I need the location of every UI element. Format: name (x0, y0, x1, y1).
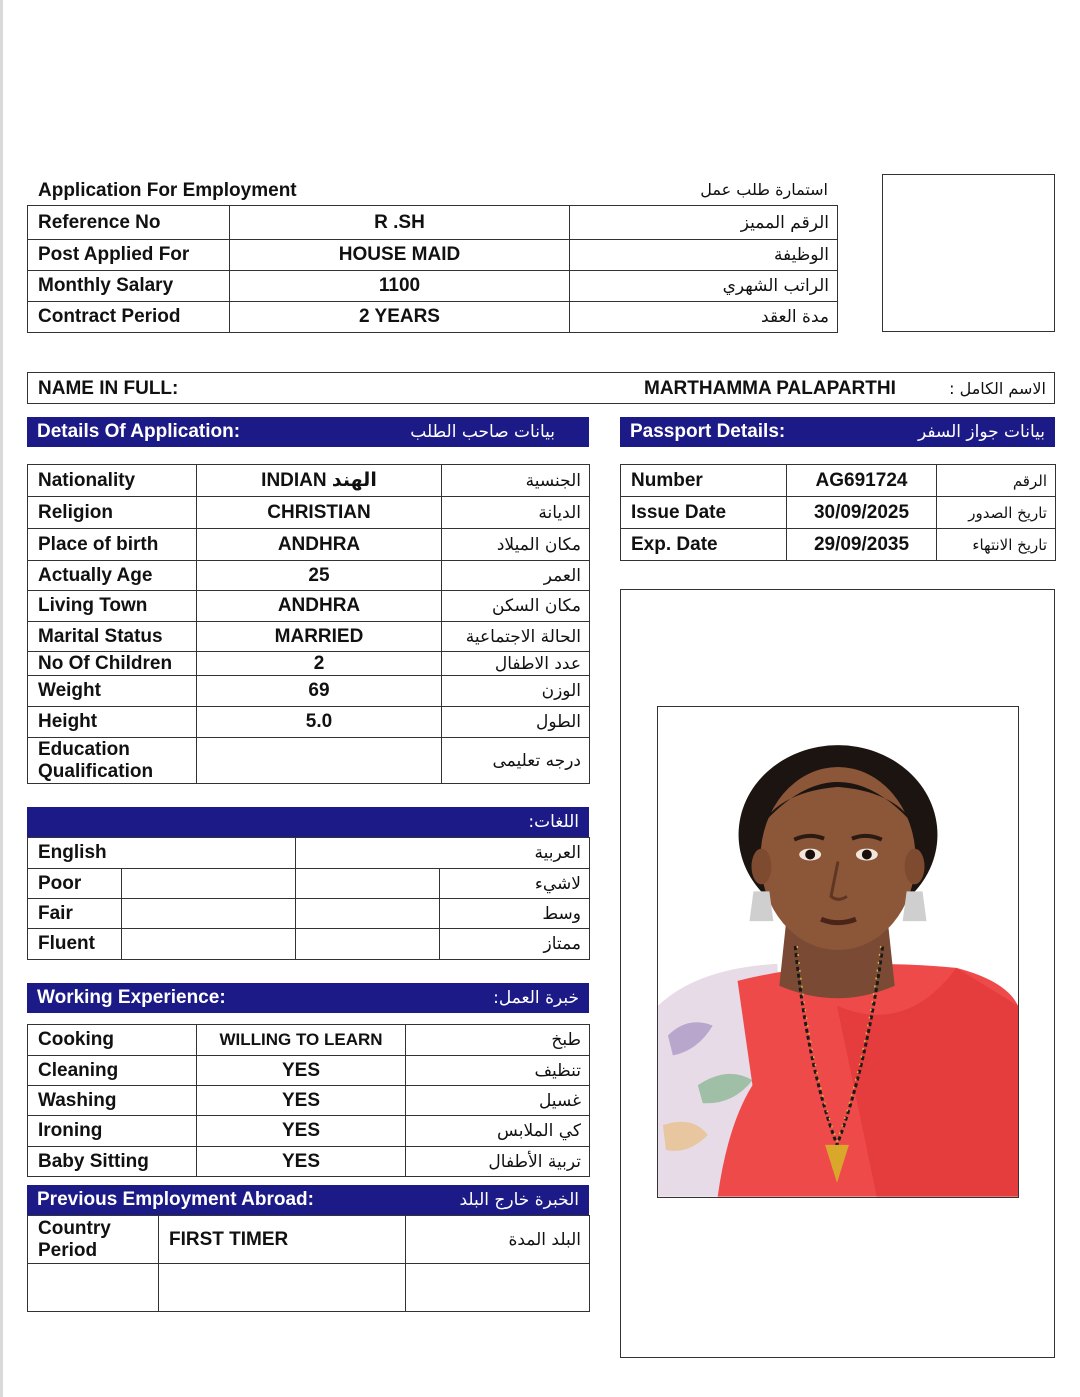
page-edge (0, 0, 3, 1397)
detail-label-ar: العمر (442, 561, 590, 591)
passport-value: AG691724 (787, 465, 937, 497)
detail-value: 69 (197, 676, 442, 707)
table-row (28, 591, 590, 622)
experience-value: YES (197, 1147, 406, 1177)
passport-label-ar: تاريخ الصدور (937, 497, 1056, 529)
detail-label: Height (28, 707, 197, 738)
details-header (27, 417, 589, 447)
experience-value: YES (197, 1086, 406, 1116)
name-label-ar: الاسم الكامل : (949, 379, 1046, 398)
table-row (28, 1025, 590, 1056)
table-row (28, 1086, 590, 1116)
table-row (28, 1116, 590, 1147)
table-row (28, 652, 590, 676)
previous-label-ar: البلد المدة (406, 1216, 590, 1264)
previous-header-ar: الخبرة خارج البلد (459, 1190, 579, 1210)
table-row (621, 497, 1056, 529)
table-row (28, 1056, 590, 1086)
contract-value: 2 YEARS (230, 302, 570, 333)
table-row (28, 529, 590, 561)
language-cell (296, 869, 440, 899)
table-row (621, 465, 1056, 497)
table-row (28, 240, 838, 271)
detail-label: Weight (28, 676, 197, 707)
applicant-photo (657, 706, 1019, 1198)
name-row (27, 372, 1055, 404)
language-level-ar: لاشيء (440, 869, 590, 899)
post-value: HOUSE MAID (230, 240, 570, 271)
table-row (28, 899, 590, 929)
salary-label-ar: الراتب الشهري (570, 271, 838, 302)
table-row (28, 497, 590, 529)
contract-label: Contract Period (28, 302, 230, 333)
reference-value: R .SH (230, 206, 570, 240)
passport-header-en: Passport Details: (630, 421, 786, 442)
detail-label: Place of birth (28, 529, 197, 561)
experience-value: YES (197, 1116, 406, 1147)
detail-label-ar: مكان السكن (442, 591, 590, 622)
detail-value: 5.0 (197, 707, 442, 738)
form-title-ar: استمارة طلب عمل (700, 180, 828, 199)
previous-employment-table (27, 1215, 590, 1312)
country-label: Country (38, 1217, 111, 1239)
language-level-ar: وسط (440, 899, 590, 929)
detail-label: Religion (28, 497, 197, 529)
experience-label-ar: كي الملابس (406, 1116, 590, 1147)
empty-cell (159, 1264, 406, 1312)
form-title-en: Application For Employment (38, 180, 297, 201)
top-info-table (27, 205, 838, 333)
table-row (28, 1216, 590, 1264)
previous-employment-value: FIRST TIMER (159, 1216, 406, 1264)
table-row (28, 1147, 590, 1177)
experience-label: Washing (28, 1086, 197, 1116)
previous-employment-header (27, 1185, 589, 1215)
details-header-ar: بيانات صاحب الطلب (410, 422, 555, 442)
detail-value: 2 (197, 652, 442, 676)
country-period-label (28, 1216, 159, 1264)
language-label: English (28, 838, 296, 869)
post-label-ar: الوظيفة (570, 240, 838, 271)
passport-header (620, 417, 1055, 447)
table-row (28, 561, 590, 591)
empty-cell (406, 1264, 590, 1312)
table-row (28, 838, 590, 869)
details-table (27, 464, 590, 784)
table-row (28, 707, 590, 738)
contract-label-ar: مدة العقد (570, 302, 838, 333)
detail-label-ar: الوزن (442, 676, 590, 707)
language-level-ar: ممتاز (440, 929, 590, 960)
table-row (28, 676, 590, 707)
table-row (28, 465, 590, 497)
language-cell (296, 929, 440, 960)
experience-value: WILLING TO LEARN (197, 1025, 406, 1056)
education-label-line1: Education (38, 738, 130, 760)
detail-label: Actually Age (28, 561, 197, 591)
languages-table (27, 837, 590, 960)
experience-header-en: Working Experience: (37, 987, 226, 1008)
experience-header-ar: خبرة العمل: (493, 988, 579, 1008)
detail-label-ar: عدد الاطفال (442, 652, 590, 676)
period-label: Period (38, 1239, 98, 1261)
detail-value: CHRISTIAN (197, 497, 442, 529)
passport-label-ar: تاريخ الانتهاء (937, 529, 1056, 561)
languages-header (27, 807, 589, 837)
detail-value: 25 (197, 561, 442, 591)
education-value (197, 738, 442, 784)
detail-label: Living Town (28, 591, 197, 622)
empty-cell (28, 1264, 159, 1312)
table-row (28, 622, 590, 652)
name-label: NAME IN FULL: (38, 378, 179, 399)
passport-label: Number (621, 465, 787, 497)
passport-label: Exp. Date (621, 529, 787, 561)
passport-value: 30/09/2025 (787, 497, 937, 529)
passport-value: 29/09/2035 (787, 529, 937, 561)
language-cell (122, 929, 296, 960)
education-label-ar: درجه تعليمى (442, 738, 590, 784)
table-row (28, 206, 838, 240)
reference-label-ar: الرقم المميز (570, 206, 838, 240)
table-row (28, 738, 590, 784)
language-level-label: Fluent (28, 929, 122, 960)
salary-value: 1100 (230, 271, 570, 302)
language-level-label: Poor (28, 869, 122, 899)
experience-header (27, 983, 589, 1013)
experience-label-ar: تنظيف (406, 1056, 590, 1086)
language-cell (296, 899, 440, 929)
detail-label-ar: الجنسية (442, 465, 590, 497)
detail-label-ar: الديانة (442, 497, 590, 529)
passport-table (620, 464, 1056, 561)
experience-label: Cleaning (28, 1056, 197, 1086)
photo-placeholder-box (882, 174, 1055, 332)
table-row (28, 929, 590, 960)
table-row (28, 271, 838, 302)
language-cell (122, 899, 296, 929)
table-row (28, 869, 590, 899)
detail-value: INDIAN الهند (197, 465, 442, 497)
table-row (28, 1264, 590, 1312)
languages-header-ar: اللغات: (528, 812, 579, 832)
passport-label-ar: الرقم (937, 465, 1056, 497)
passport-label: Issue Date (621, 497, 787, 529)
experience-label-ar: طبخ (406, 1025, 590, 1056)
reference-label: Reference No (28, 206, 230, 240)
language-level-label: Fair (28, 899, 122, 929)
education-label-line2: Qualification (38, 760, 154, 782)
language-cell (122, 869, 296, 899)
table-row (28, 302, 838, 333)
experience-label-ar: تربية الأطفال (406, 1147, 590, 1177)
post-label: Post Applied For (28, 240, 230, 271)
experience-label: Ironing (28, 1116, 197, 1147)
detail-value: ANDHRA (197, 529, 442, 561)
detail-value: MARRIED (197, 622, 442, 652)
experience-label: Cooking (28, 1025, 197, 1056)
detail-label: Marital Status (28, 622, 197, 652)
experience-value: YES (197, 1056, 406, 1086)
experience-table (27, 1024, 590, 1177)
detail-value: ANDHRA (197, 591, 442, 622)
previous-header-en: Previous Employment Abroad: (37, 1189, 314, 1210)
passport-header-ar: بيانات جواز السفر (917, 422, 1045, 442)
details-header-en: Details Of Application: (37, 421, 241, 442)
language-label-ar: العربية (296, 838, 590, 869)
experience-label-ar: غسيل (406, 1086, 590, 1116)
experience-label: Baby Sitting (28, 1147, 197, 1177)
detail-label: Nationality (28, 465, 197, 497)
detail-label-ar: الحالة الاجتماعية (442, 622, 590, 652)
salary-label: Monthly Salary (28, 271, 230, 302)
detail-label-ar: مكان الميلاد (442, 529, 590, 561)
table-row (621, 529, 1056, 561)
detail-label-ar: الطول (442, 707, 590, 738)
education-label (28, 738, 197, 784)
name-value: MARTHAMMA PALAPARTHI (644, 378, 896, 399)
detail-label: No Of Children (28, 652, 197, 676)
